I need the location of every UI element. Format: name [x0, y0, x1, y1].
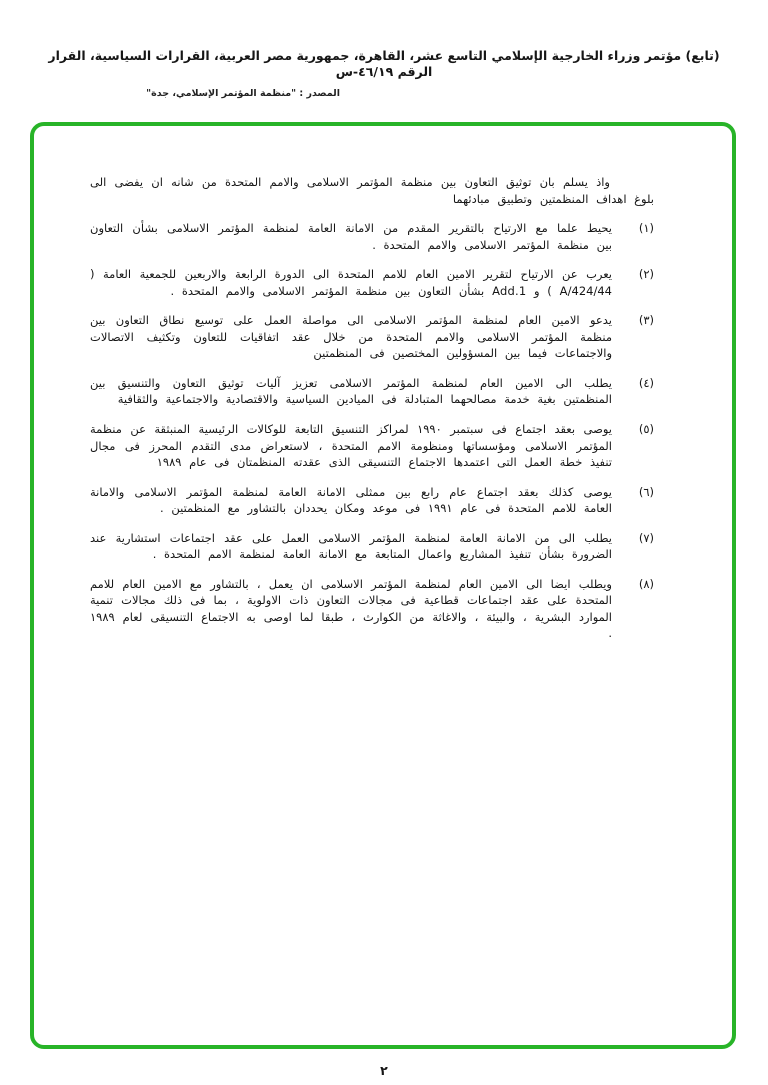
resolution-clause-8	[90, 576, 654, 642]
green-border-box	[30, 122, 736, 1049]
clause-number: (٣)	[638, 313, 654, 328]
clause-text: ويطلب ايضا الى الامين العام لمنظمة المؤتمر الاسلامى ان يعمل ، بالتشاور مع الامين العام للامم المتحدة على عقد اجتماعات قطاعية فى مجالات التعاون ذات الاولوية ، بما فى ذلك مجالات تنمية الموارد البشرية ، والبيئة ، والاغاثة من الكوارث ، طبقا لما اوصى به الاجتماع التنسيقى لعام ١٩٨٩ .	[90, 576, 612, 641]
clause-number: (١)	[638, 221, 654, 236]
clause-text: يحيط علما مع الارتياح بالتقرير المقدم من الامانة العامة لمنظمة المؤتمر الاسلامى بشأن التعاون بين منظمة المؤتمر الاسلامى والامم المتحدة .	[90, 221, 612, 252]
resolution-clause-4	[90, 375, 654, 408]
clause-text: يطلب الى من الامانة العامة لمنظمة المؤتمر الاسلامى العمل على عقد اجتماعات استشارية عند الضرورة بشأن تنفيذ المشاريع واعمال المتابعة مع الامانة العامة لمنظمة الامم المتحدة .	[90, 530, 612, 562]
resolution-body	[90, 174, 654, 642]
resolution-clause-5	[90, 421, 654, 471]
clause-number: (٢)	[638, 267, 654, 282]
resolution-clause-7	[90, 530, 654, 563]
clause-number: (٦)	[638, 484, 654, 499]
source-line: المصدر : "منظمة المؤتمر الإسلامي، جدة"	[146, 87, 340, 99]
resolution-clause-1	[90, 220, 654, 253]
clause-text: يعرب عن الارتياح لتقرير الامين العام للامم المتحدة الى الدورة الرابعة والاربعين للجمعية العامة ( 424/44/A ) و Add.1 بشأن التعاون بين منظمة المؤتمر الاسلامى والامم المتحدة .	[90, 267, 612, 298]
clause-text: يدعو الامين العام لمنظمة المؤتمر الاسلامى الى مواصلة العمل على توسيع نطاق التعاون بين منظمة المؤتمر الاسلامى والامم المتحدة من خلال عقد اتفاقيات للتعاون وتكثيف الاتصالات والاجتماعات فيما بين المسؤولين المختصين فى المنظمتين	[90, 313, 612, 361]
clause-text: يطلب الى الامين العام لمنظمة المؤتمر الاسلامى تعزيز آليات توثيق التعاون والتنسيق بين المنظمتين بغية خدمة مصالحهما المتبادلة فى الميادين السياسية والاقتصادية والاجتماعية والثقافية	[90, 375, 612, 407]
clause-number: (٧)	[638, 530, 654, 545]
clause-number: (٤)	[638, 375, 654, 390]
clause-number: (٨)	[638, 576, 654, 591]
clause-text: يوصى بعقد اجتماع فى سبتمبر ١٩٩٠ لمراكز التنسيق التابعة للوكالات الرئيسية المنبثقة عن منظمة المؤتمر الاسلامى ومؤسساتها ومنظومة الامم المتحدة ، لاستعراض مدى التقدم المحرز فى مجال تنفيذ خطة العمل التى اعتمدها الاجتماع التنسيقى الذى عقدته المنظمتان فى عام ١٩٨٩	[90, 422, 612, 470]
clause-number: (٥)	[638, 422, 654, 437]
resolution-clause-2	[90, 266, 654, 299]
resolution-clause-6	[90, 484, 654, 517]
resolution-clause-3	[90, 312, 654, 362]
page-number: ٢	[380, 1063, 388, 1078]
intro-paragraph: واذ يسلم بان توثيق التعاون بين منظمة المؤتمر الاسلامى والامم المتحدة من شانه ان يفضى الى بلوغ اهداف المنظمتين وتطبيق مبادئهما	[90, 175, 654, 206]
clause-text: يوصى كذلك بعقد اجتماع عام رابع بين ممثلى الامانة العامة لمنظمة المؤتمر الاسلامى والامانة العامة للامم المتحدة فى عام ١٩٩١ فى موعد ومكان يحددان بالتشاور مع المنظمتين .	[90, 484, 612, 516]
document-header: (تابع) مؤتمر وزراء الخارجية الإسلامي التاسع عشر، القاهرة، جمهورية مصر العربية، القرارات السياسية، القرار الرقم ٤٦/١٩-س	[48, 48, 720, 80]
